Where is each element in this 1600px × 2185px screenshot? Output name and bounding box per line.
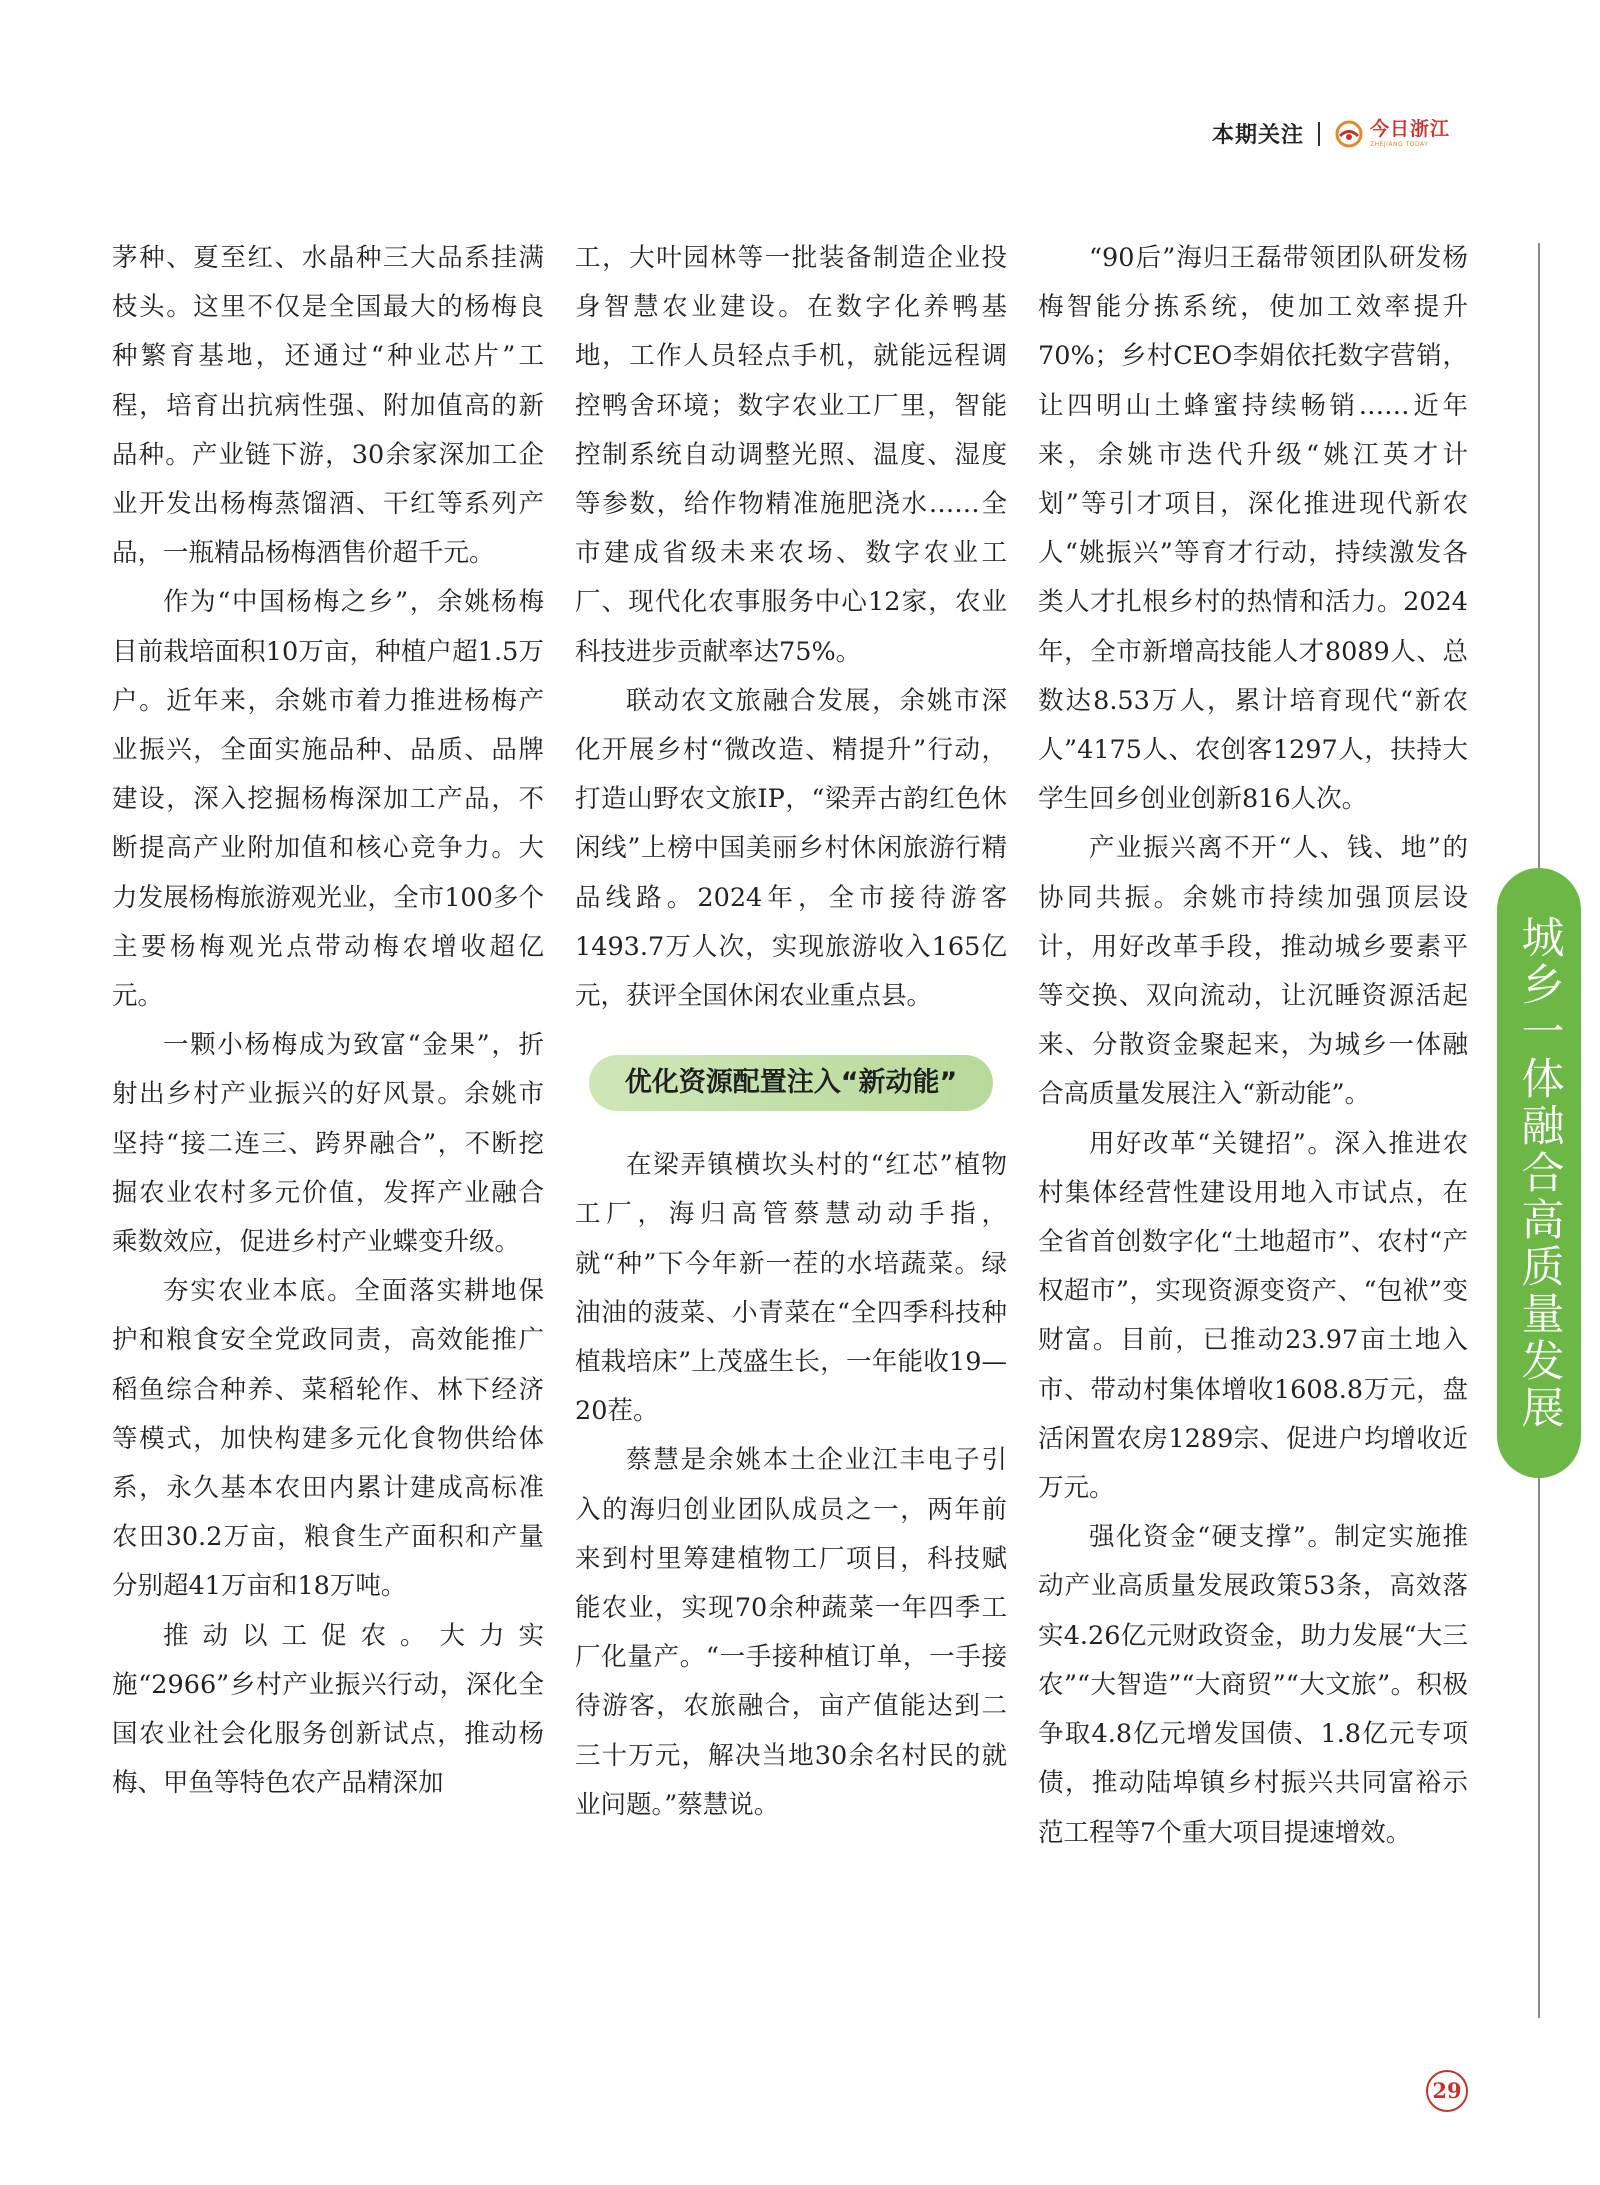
paragraph: 一颗小杨梅成为致富“金果”，折射出乡村产业振兴的好风景。余姚市坚持“接二连三、跨界融合”，不断挖掘农业农村多元价值，发挥产业融合乘数效应，促进乡村产业蝶变升级。 [112, 1030, 544, 1258]
paragraph: 茅种、夏至红、水晶种三大品系挂满枝头。这里不仅是全国最大的杨梅良种繁育基地，还通过“种业芯片”工程，培育出抗病性强、附加值高的新品种。产业链下游，30余家深加工企业开发出杨梅蒸馏酒、干红等系列产品，一瓶精品杨梅酒售价超千元。 [112, 243, 544, 569]
paragraph: 作为“中国杨梅之乡”，余姚杨梅目前栽培面积10万亩，种植户超1.5万户。近年来，余姚市着力推进杨梅产业振兴，全面实施品种、品质、品牌建设，深入挖掘杨梅深加工产品，不断提高产业附加值和核心竞争力。大力发展杨梅旅游观光业，全市100多个主要杨梅观光点带动梅农增收超亿元。 [112, 587, 544, 1012]
text-column-2 [575, 234, 1007, 1830]
logo-chinese: 今日浙江 [1369, 117, 1450, 140]
paragraph: 在梁弄镇横坎头村的“红芯”植物工厂，海归高管蔡慧动动手指，就“种”下今年新一茬的水培蔬菜。绿油油的菠菜、小青菜在“全四季科技种植栽培床”上茂盛生长，一年能收19—20茬。 [575, 1150, 1007, 1427]
section-label: 本期关注 [1211, 123, 1304, 148]
topic-side-tab [1497, 868, 1581, 1478]
logo-english: ZHEJIANG TODAY [1369, 140, 1429, 148]
paragraph: 产业振兴离不开“人、钱、地”的协同共振。余姚市持续加强顶层设计，用好改革手段，推动城乡要素平等交换、双向流动，让沉睡资源活起来、分散资金聚起来，为城乡一体融合高质量发展注入“新动能”。 [1038, 833, 1468, 1110]
paragraph: 联动农文旅融合发展，余姚市深化开展乡村“微改造、精提升”行动，打造山野农文旅IP，“梁弄古韵红色休闲线”上榜中国美丽乡村休闲旅游行精品线路。2024年，全市接待游客1493.7万人次，实现旅游收入165亿元，获评全国休闲农业重点县。 [575, 685, 1007, 1012]
paragraph: 用好改革“关键招”。深入推进农村集体经营性建设用地入市试点，在全省首创数字化“土地超市”、农村“产权超市”，实现资源变资产、“包袱”变财富。目前，已推动23.97亩土地入市、带动村集体增收1608.8万元，盘活闲置农房1289宗、促进户均增收近万元。 [1038, 1128, 1468, 1504]
page-number: 29 [1426, 2070, 1468, 2112]
paragraph: 推动以工促农。大力实施“2966”乡村产业振兴行动，深化全国农业社会化服务创新试点，推动杨梅、甲鱼等特色农产品精深加 [112, 1620, 544, 1799]
section-subheading: 优化资源配置注入“新动能” [589, 1055, 993, 1111]
paragraph: 夯实农业本底。全面落实耕地保护和粮食安全党政同责，高效能推广稻鱼综合种养、菜稻轮作、林下经济等模式，加快构建多元化食物供给体系，永久基本农田内累计建成高标准农田30.2万亩，粮食生产面积和产量分别超41万亩和18万吨。 [112, 1276, 544, 1602]
paragraph: “90后”海归王磊带领团队研发杨梅智能分拣系统，使加工效率提升70%；乡村CEO李娟依托数字营销，让四明山土蜂蜜持续畅销……近年来，余姚市迭代升级“姚江英才计划”等引才项目，深化推进现代新农人“姚振兴”等育才行动，持续激发各类人才扎根乡村的热情和活力。2024年，全市新增高技能人才8089人、总数达8.53万人，累计培育现代“新农人”4175人、农创客1297人，扶持大学生回乡创业创新816人次。 [1038, 243, 1468, 815]
logo-icon [1334, 119, 1364, 149]
header-divider [1318, 122, 1320, 146]
magazine-logo [1334, 119, 1450, 149]
text-column-3 [1038, 234, 1468, 1858]
topic-title: 城乡一体融合高质量发展 [1514, 914, 1565, 1432]
paragraph: 蔡慧是余姚本土企业江丰电子引入的海归创业团队成员之一，两年前来到村里筹建植物工厂项目，科技赋能农业，实现70余种蔬菜一年四季工厂化量产。“一手接种植订单，一手接待游客，农旅融合，亩产值能达到二三十万元，解决当地30余名村民的就业问题。”蔡慧说。 [575, 1445, 1007, 1820]
paragraph: 强化资金“硬支撑”。制定实施推动产业高质量发展政策53条，高效落实4.26亿元财政资金，助力发展“大三农”“大智造”“大商贸”“大文旅”。积极争取4.8亿元增发国债、1.8亿元专项债，推动陆埠镇乡村振兴共同富裕示范工程等7个重大项目提速增效。 [1038, 1522, 1468, 1848]
page-header [1212, 118, 1450, 149]
text-column-1 [112, 234, 544, 1809]
paragraph: 工，大叶园林等一批装备制造企业投身智慧农业建设。在数字化养鸭基地，工作人员轻点手机，就能远程调控鸭舍环境；数字农业工厂里，智能控制系统自动调整光照、温度、湿度等参数，给作物精准施肥浇水……全市建成省级未来农场、数字农业工厂、现代化农事服务中心12家，农业科技进步贡献率达75%。 [575, 243, 1007, 667]
